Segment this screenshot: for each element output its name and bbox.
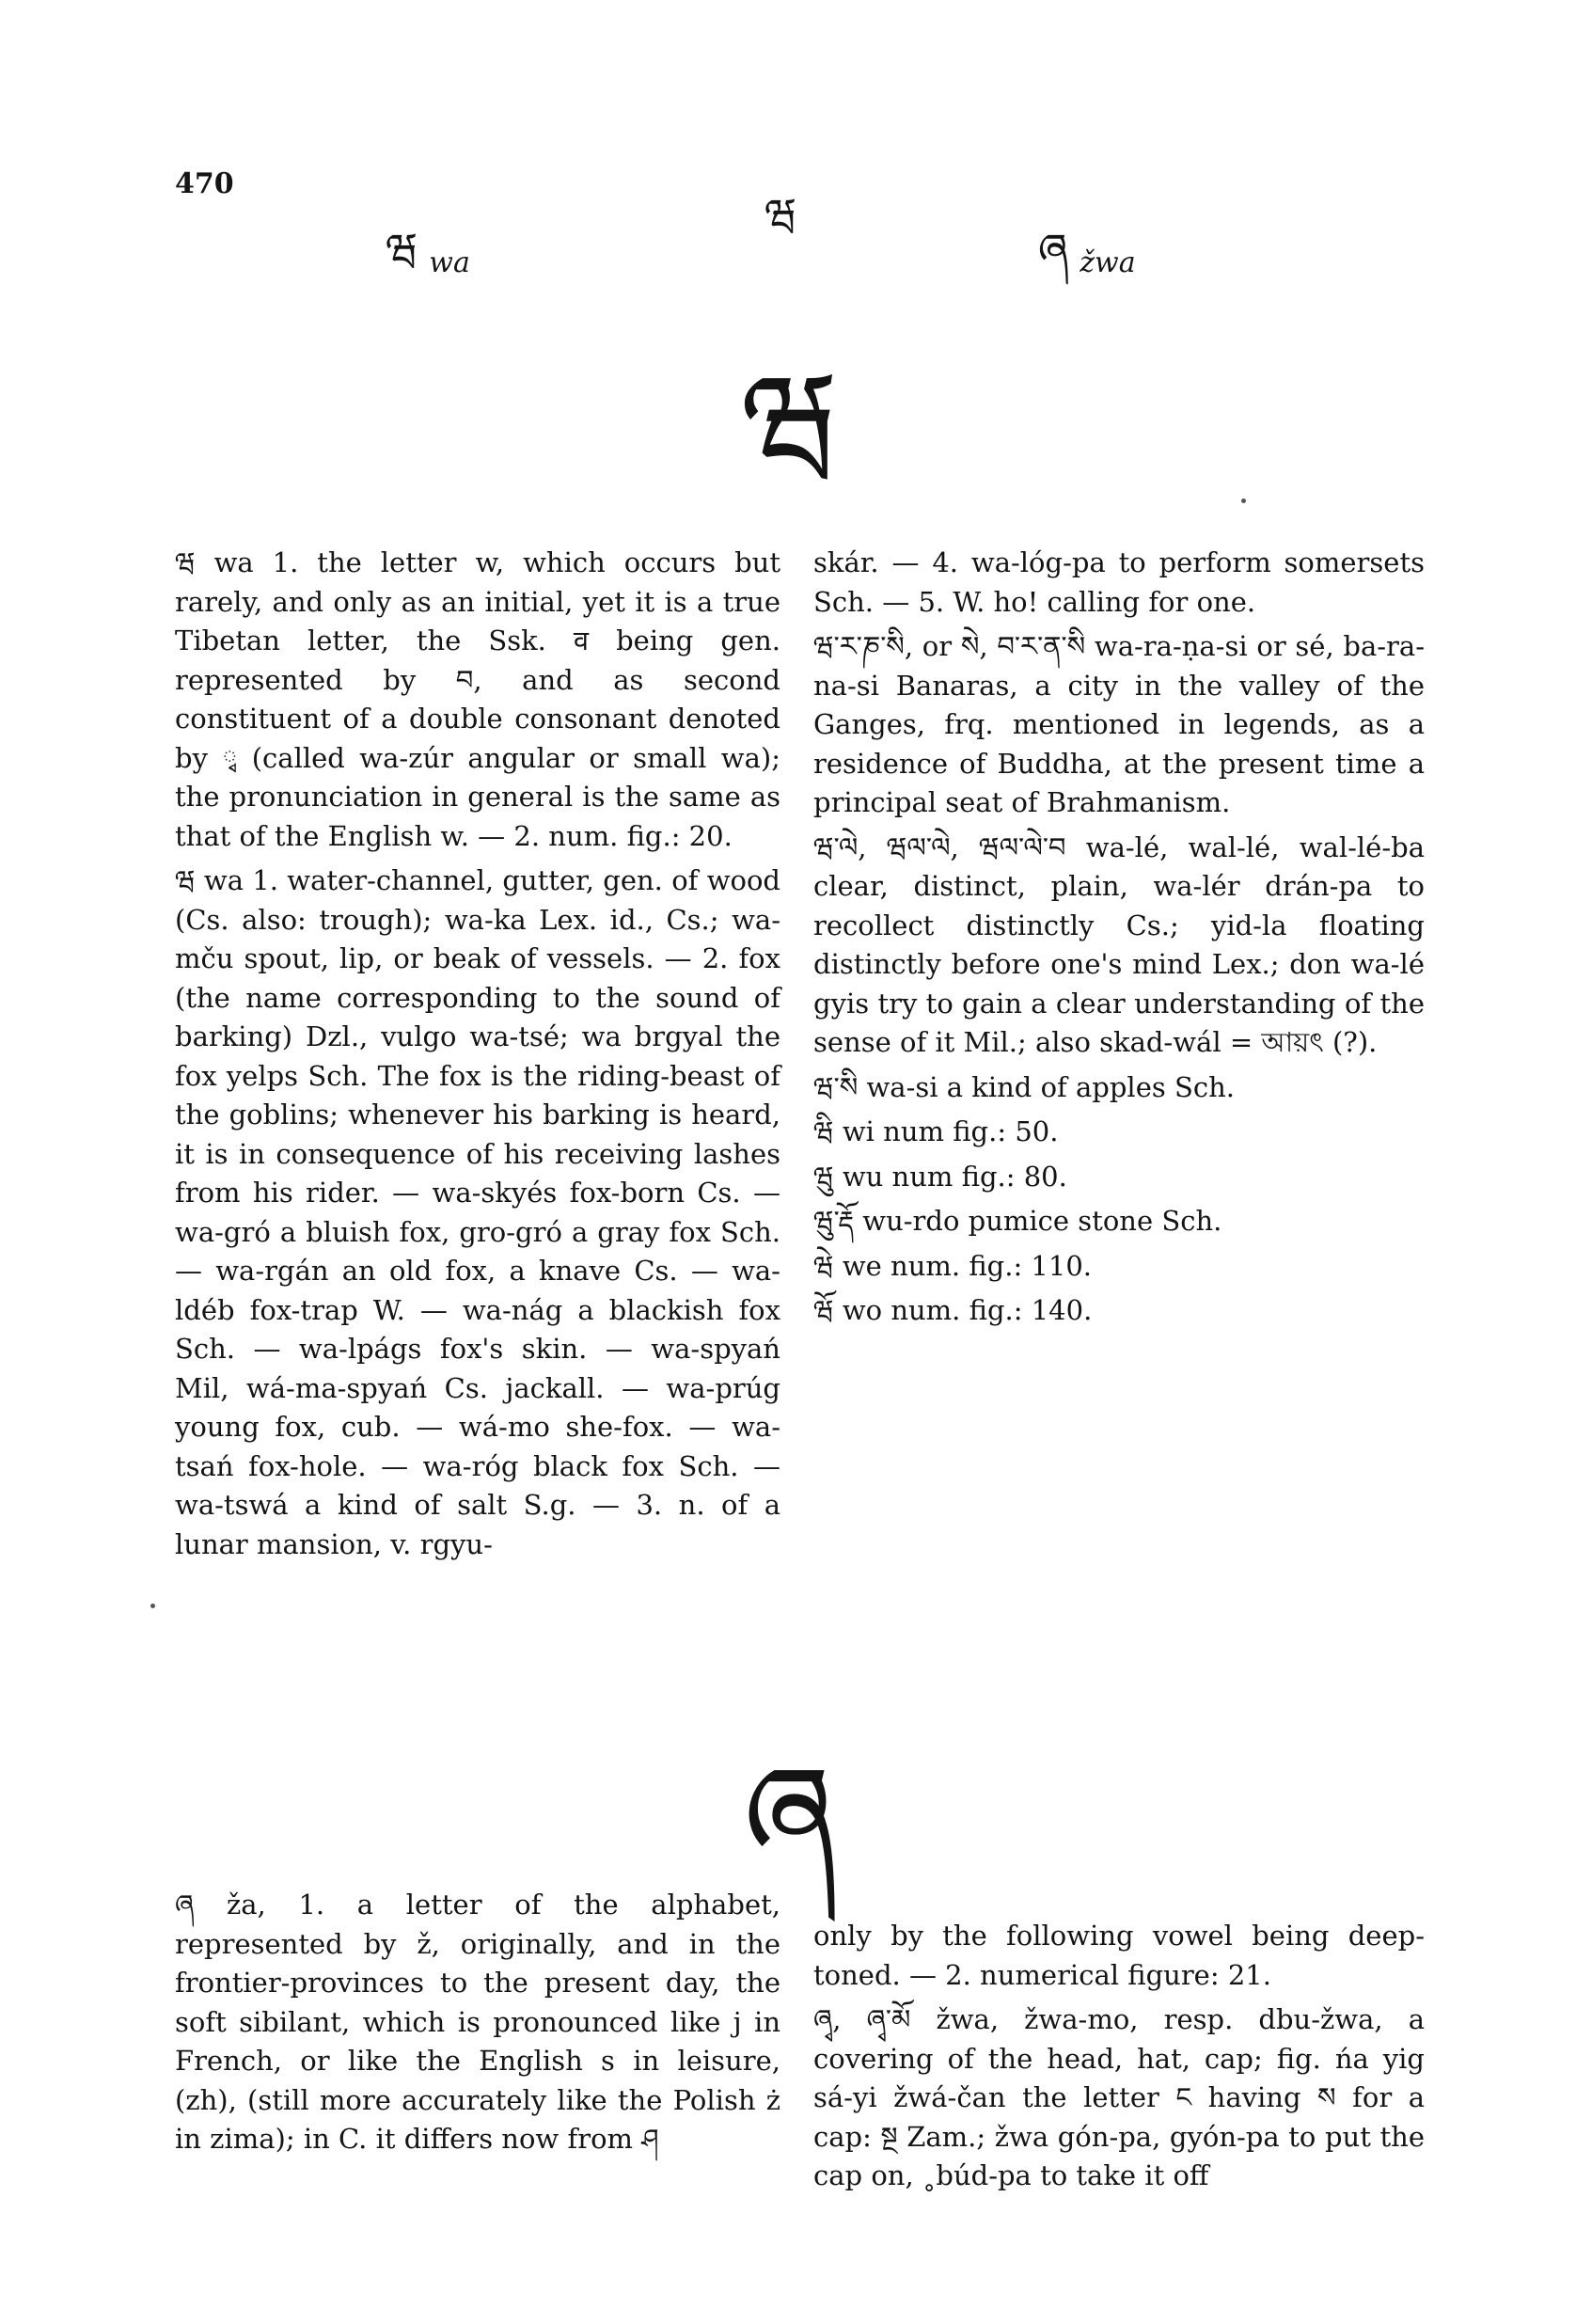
wa-column-right	[813, 544, 1425, 1336]
printer-dot	[1241, 498, 1246, 503]
running-head-right-word: žwa	[1080, 246, 1136, 279]
running-head-right	[1038, 202, 1136, 324]
entry-waranasi: ཝ་ར་ཎ་སི, or སེ, བ་ར་ན་སི wa-ra-ṇa-si or sé, ba-ra-na-si Banaras, a city in the valley of the Ganges, frq. mentioned in legends, as a residence of Buddha, at the present time a principal seat of Brahmanism.	[813, 630, 1425, 818]
entry-wale: ཝ་ལེ, ཝལ་ལེ, ཝལ་ལེ་བ wa-lé, wal-lé, wal-lé-ba clear, distinct, plain, wa-lér drán-pa to recollect distinctly Cs.; yid-la floating distinctly before one's mind Lex.; don wa-lé gyis try to gain a clear understanding of the sense of it Mil.; also skad-wál = আয়ৎ (?).	[813, 830, 1425, 1058]
zha-column-right	[813, 1917, 1425, 2202]
wa-column-left	[175, 544, 780, 1570]
running-head-center: ཝ	[764, 189, 797, 240]
section-letter-zha: ཞ	[743, 1738, 836, 1891]
entry-continuation: skár. — 4. wa-lóg-pa to perform somersets Sch. — 5. W. ho! calling for one.	[813, 546, 1425, 618]
entry-wurdo: ཝུ་རྡོ wu-rdo pumice stone Sch.	[813, 1205, 1222, 1237]
running-head-left	[386, 202, 470, 324]
entry-zhwa: ཞྭ, ཞྭ་མོ žwa, žwa-mo, resp. dbu-žwa, a covering of the head, hat, cap; fig. ńa yig sá-yi žwá-čan the letter ང having ས for a cap: སྔ Zam.; žwa gón-pa, gyón-pa to put the cap on, ˳búd-pa to take it off	[813, 2003, 1425, 2191]
running-head-left-tibetan: ཝ	[386, 224, 418, 275]
entry-zha-letter: ཞ ža, 1. a letter of the alphabet, represented by ž, originally, and in the frontier-provinces to the present day, the soft sibilant, which is pronounced like j in French, or like the English s in leisure, (zh), (still more accurately like the Polish ż in zima); in C. it differs now from ཤ	[175, 1889, 780, 2155]
section-letter-wa: ཝ	[740, 346, 840, 499]
entry-zha-continuation: only by the following vowel being deep-toned. — 2. numerical figure: 21.	[813, 1920, 1425, 1991]
running-head-left-word: wa	[429, 246, 470, 279]
entry-wo: ཝོ wo num. fig.: 140.	[813, 1294, 1093, 1326]
entry-we: ཝེ we num. fig.: 110.	[813, 1249, 1093, 1282]
printer-dot	[150, 1604, 155, 1608]
entry-wa-letter: ཝ wa 1. the letter w, which occurs but rarely, and only as an initial, yet it is a true Tibetan letter, the Ssk. व being gen. represented by བ, and as second constituent of a double consonant denoted by ྭ (called wa-zúr angular or small wa); the pronunciation in general is the same as that of the English w. — 2. num. fig.: 20.	[175, 546, 780, 852]
entry-wa-water-channel: ཝ wa 1. water-channel, gutter, gen. of wood (Cs. also: trough); wa-ka Lex. id., Cs.; wa-mču spout, lip, or beak of vessels. — 2. fox (the name corresponding to the sound of barking) Dzl., vulgo wa-tsé; wa brgyal the fox yelps Sch. The fox is the riding-beast of the goblins; whenever his barking is heard, it is in consequence of his receiving lashes from his rider. — wa-skyés fox-born Cs. — wa-gró a bluish fox, gro-gró a gray fox Sch. — wa-rgán an old fox, a knave Cs. — wa-ldéb fox-trap W. — wa-nág a blackish fox Sch. — wa-lpágs fox's skin. — wa-spyań Mil, wá-ma-spyań Cs. jackall. — wa-prúg young fox, cub. — wá-mo she-fox. — wa-tsań fox-hole. — wa-róg black fox Sch. — wa-tswá a kind of salt S.g. — 3. n. of a lunar mansion, v. rgyu-	[175, 864, 780, 1560]
zha-column-left	[175, 1886, 780, 2165]
running-head-right-tibetan: ཞ	[1038, 224, 1069, 275]
page-number: 470	[175, 167, 234, 200]
entry-wasi: ཝ་སི wa-si a kind of apples Sch.	[813, 1070, 1235, 1103]
entry-wu: ཝུ wu num fig.: 80.	[813, 1160, 1067, 1193]
entry-wi: ཝི wi num fig.: 50.	[813, 1115, 1059, 1147]
